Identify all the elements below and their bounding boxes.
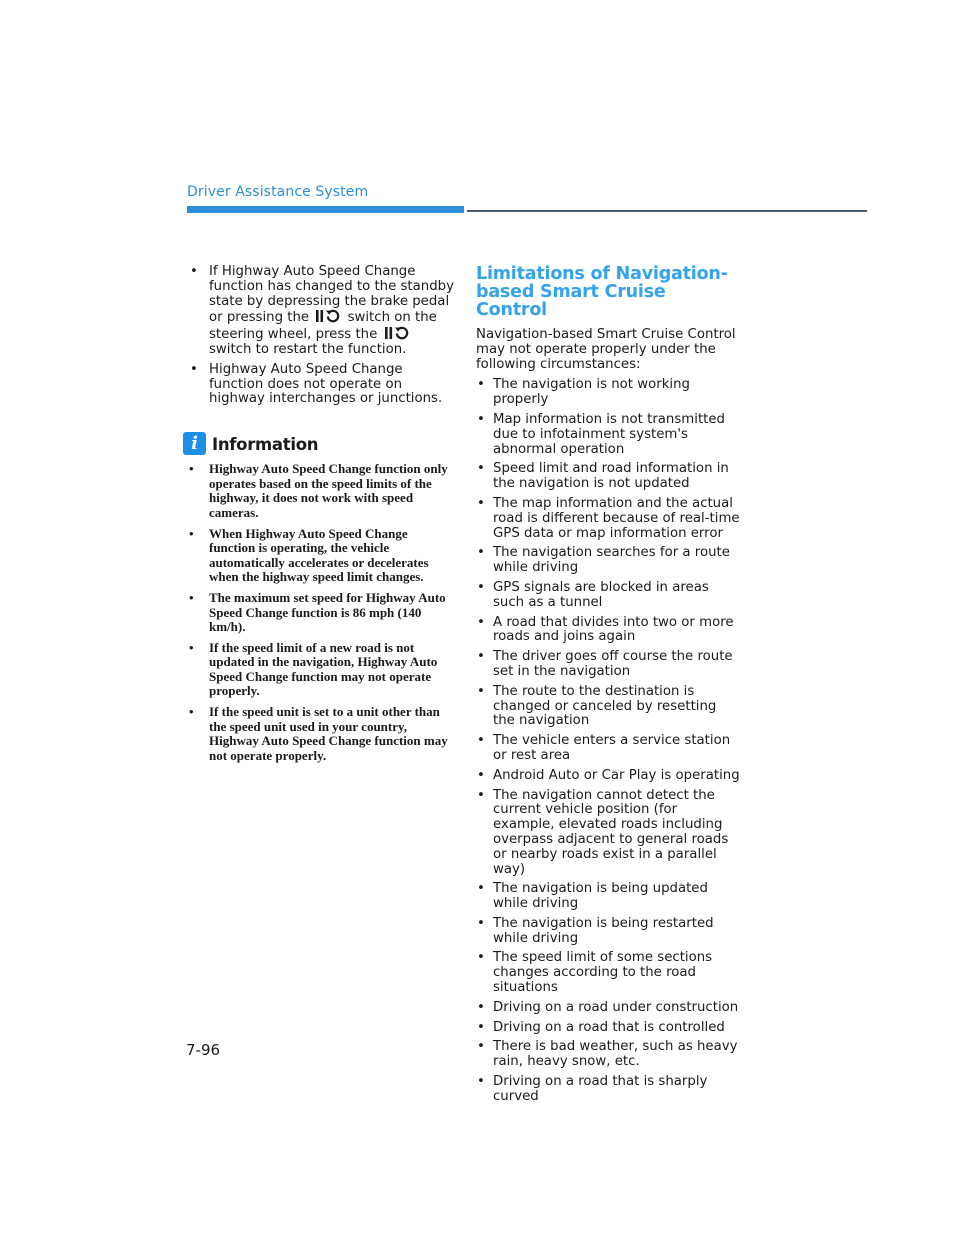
list-item: • The vehicle enters a service station or rest area <box>476 734 742 764</box>
right-column <box>476 265 742 1110</box>
list-item: • Driving on a road that is sharply curved <box>476 1075 742 1105</box>
list-item: • The route to the destination is changed or canceled by resetting the navigation <box>476 685 742 729</box>
info-list-item: • When Highway Auto Speed Change function is operating, the vehicle automatically accelerates or decelerates when the highway speed limit changes. <box>188 527 454 585</box>
page-number: 7-96 <box>186 1041 221 1059</box>
section-title: Limitations of Navigation-based Smart Cruise Control <box>476 264 728 320</box>
list-item: • Highway Auto Speed Change function does not operate on highway interchanges or junctions. <box>188 363 454 407</box>
info-list-item: • Highway Auto Speed Change function only operates based on the speed limits of the highway, it does not work with speed cameras. <box>188 462 454 520</box>
list-item: • The navigation cannot detect the current vehicle position (for example, elevated roads including overpass adjacent to general roads or nearby roads exist in a parallel way) <box>476 789 742 878</box>
list-item: • Driving on a road under construction <box>476 1001 742 1016</box>
section-intro: Navigation-based Smart Cruise Control may not operate properly under the following circumstances: <box>476 327 736 372</box>
limitations-list <box>476 378 742 1104</box>
list-item: • Speed limit and road information in the navigation is not updated <box>476 462 742 492</box>
information-heading <box>188 432 454 456</box>
header-rule-accent <box>187 206 464 213</box>
information-list <box>188 462 454 763</box>
section-header-title: Driver Assistance System <box>187 184 369 200</box>
list-item: • A road that divides into two or more roads and joins again <box>476 616 742 646</box>
list-item: • The navigation searches for a route while driving <box>476 546 742 576</box>
list-item: • The speed limit of some sections changes according to the road situations <box>476 951 742 995</box>
header-rule <box>467 210 867 212</box>
list-item: • Map information is not transmitted due to infotainment system's abnormal operation <box>476 413 742 457</box>
list-item: • The map information and the actual road is different because of real-time GPS data or map information error <box>476 497 742 541</box>
list-item: • If Highway Auto Speed Change function has changed to the standby state by depressing the brake pedal or pressing the switch on the steering wheel, press the switch to restart the function. <box>188 265 454 358</box>
list-item: • Driving on a road that is controlled <box>476 1021 742 1036</box>
list-item: • There is bad weather, such as heavy rain, heavy snow, etc. <box>476 1040 742 1070</box>
list-item: • The navigation is being restarted while driving <box>476 917 742 947</box>
information-title: Information <box>212 435 319 455</box>
driving-assist-switch-icon <box>384 326 410 340</box>
info-list-item: • If the speed unit is set to a unit other than the speed unit used in your country, Highway Auto Speed Change function may not operate properly. <box>188 705 454 763</box>
list-item: • Android Auto or Car Play is operating <box>476 769 742 784</box>
info-icon: i <box>183 432 206 455</box>
left-column <box>188 265 454 769</box>
bullet-list <box>188 265 454 407</box>
list-item: • The driver goes off course the route set in the navigation <box>476 650 742 680</box>
info-list-item: • If the speed limit of a new road is not updated in the navigation, Highway Auto Speed Change function may not operate properly. <box>188 641 454 699</box>
info-list-item: • The maximum set speed for Highway Auto Speed Change function is 86 mph (140 km/h). <box>188 591 454 635</box>
list-item: • The navigation is not working properly <box>476 378 742 408</box>
list-item: • GPS signals are blocked in areas such as a tunnel <box>476 581 742 611</box>
driving-assist-switch-icon <box>315 309 341 323</box>
list-item: • The navigation is being updated while driving <box>476 882 742 912</box>
